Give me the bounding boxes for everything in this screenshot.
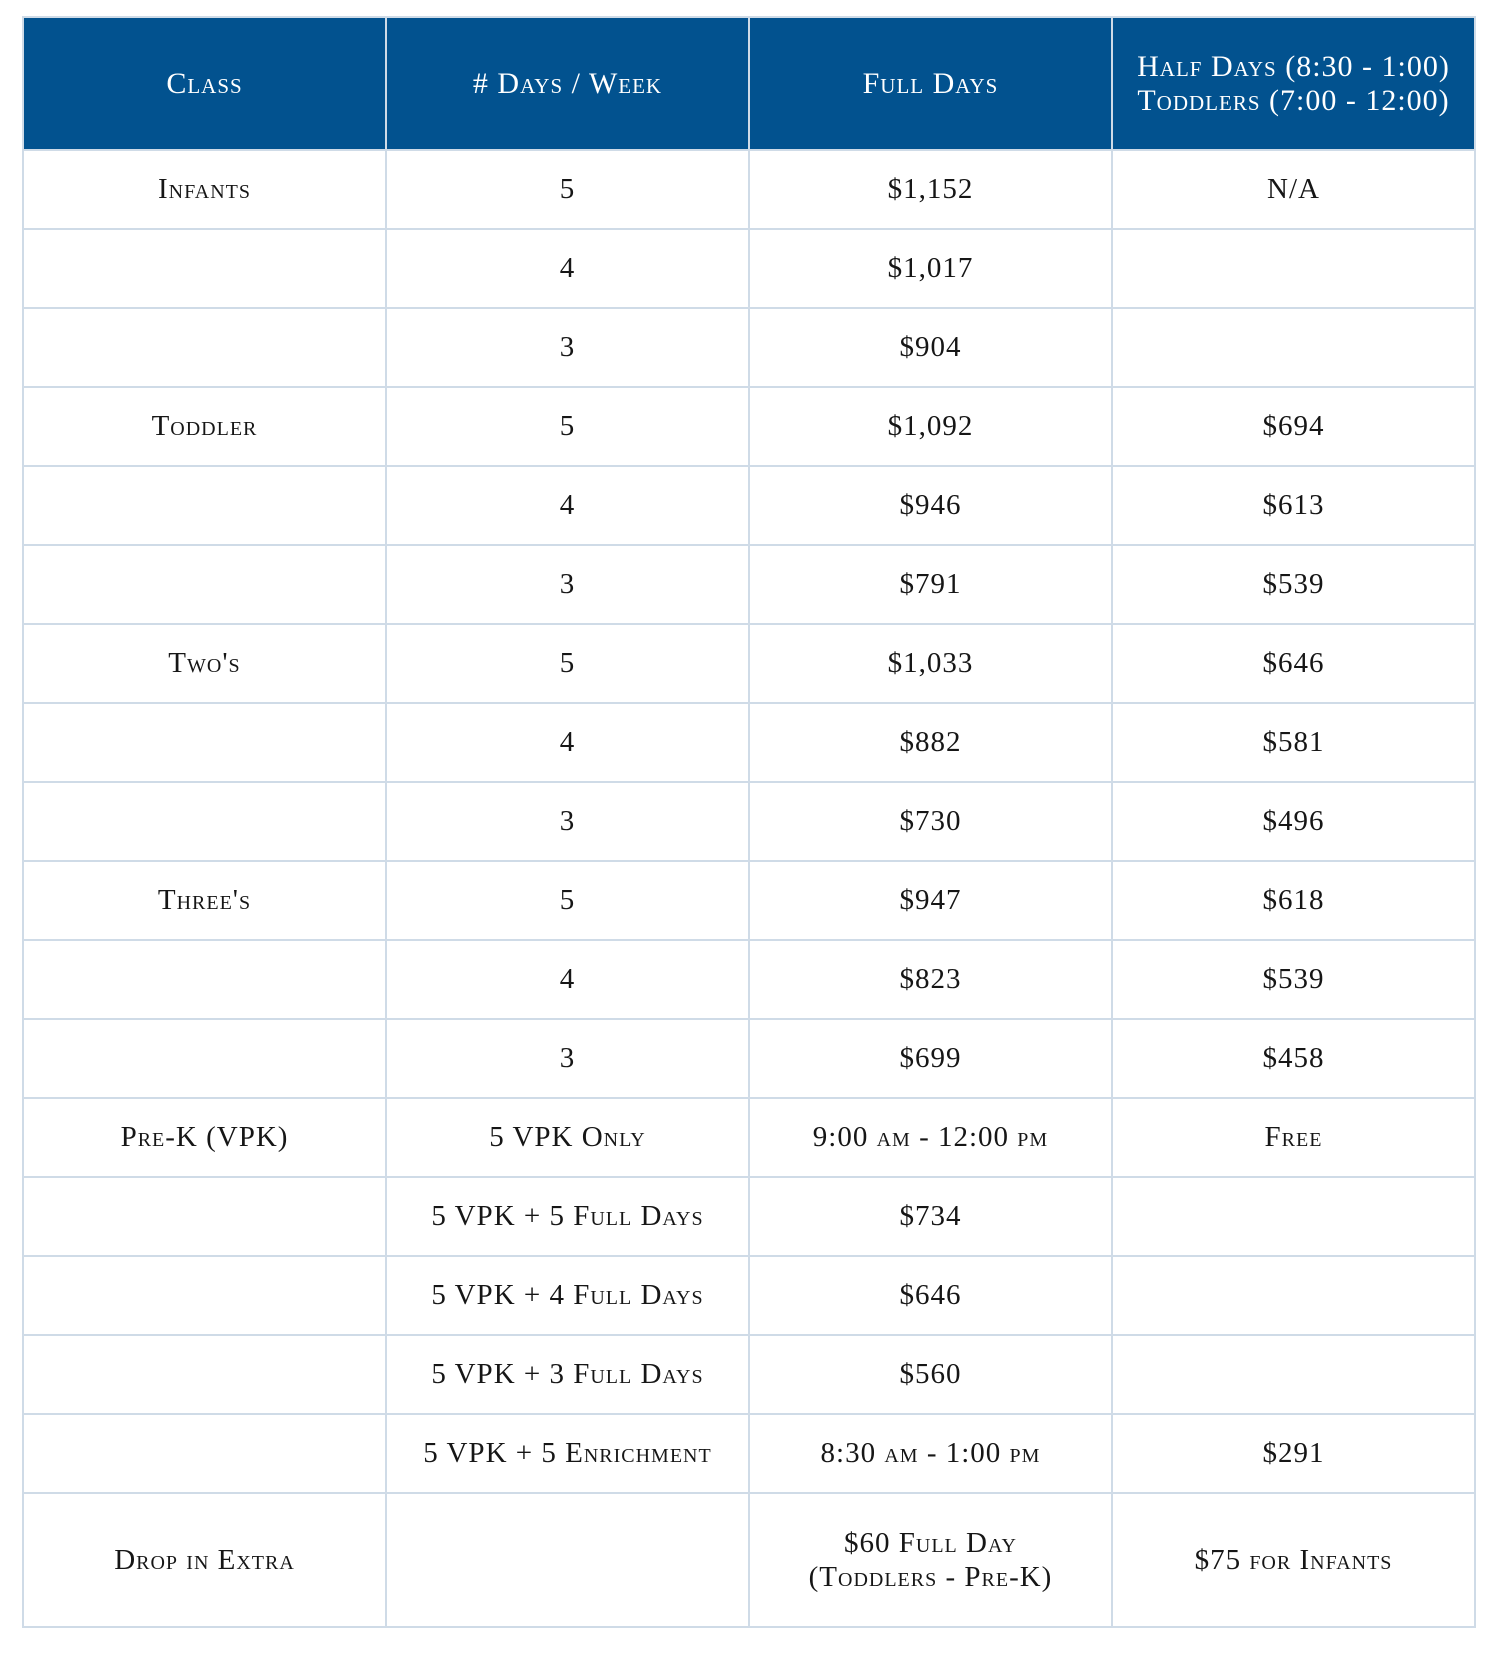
table-row [23,782,1475,861]
cell-full-days: $823 [749,940,1112,1019]
cell-half-days: $539 [1112,545,1475,624]
cell-half-days [1112,1177,1475,1256]
cell-full-days: 8:30 am - 1:00 pm [749,1414,1112,1493]
column-header-half-days [1112,17,1475,150]
table-row [23,466,1475,545]
cell-days: 5 VPK + 4 Full Days [386,1256,749,1335]
cell-days: 5 VPK Only [386,1098,749,1177]
cell-half-days [1112,1335,1475,1414]
cell-days: 5 [386,387,749,466]
cell-class [23,545,386,624]
table-row-drop-in [23,1493,1475,1627]
cell-half-days: $618 [1112,861,1475,940]
cell-full-days: $646 [749,1256,1112,1335]
table-row [23,940,1475,1019]
cell-class [23,1256,386,1335]
table-row [23,1177,1475,1256]
cell-half-days: $581 [1112,703,1475,782]
cell-half-days [1112,1256,1475,1335]
cell-half-days [1112,308,1475,387]
cell-full-days: $1,152 [749,150,1112,229]
cell-full-days: $734 [749,1177,1112,1256]
cell-class: Two's [23,624,386,703]
cell-class [23,308,386,387]
table-row [23,1414,1475,1493]
cell-days: 4 [386,229,749,308]
cell-full-days: $882 [749,703,1112,782]
cell-class [23,782,386,861]
cell-full-days: 9:00 am - 12:00 pm [749,1098,1112,1177]
cell-full-days [749,1493,1112,1627]
cell-days: 3 [386,545,749,624]
table-row [23,1335,1475,1414]
cell-class [23,940,386,1019]
cell-full-days: $1,092 [749,387,1112,466]
table-body [23,150,1475,1627]
cell-days: 3 [386,1019,749,1098]
cell-days: 5 [386,150,749,229]
table-row [23,624,1475,703]
cell-half-days: $496 [1112,782,1475,861]
cell-half-days: $539 [1112,940,1475,1019]
table-row [23,229,1475,308]
cell-half-days: $75 for Infants [1112,1493,1475,1627]
tuition-rate-table [22,16,1476,1628]
cell-days: 4 [386,466,749,545]
cell-class: Infants [23,150,386,229]
cell-class: Drop in Extra [23,1493,386,1627]
table-row [23,861,1475,940]
column-header-class: Class [23,17,386,150]
cell-class [23,1177,386,1256]
cell-full-days: $1,017 [749,229,1112,308]
table-row [23,150,1475,229]
cell-half-days: $613 [1112,466,1475,545]
cell-days: 4 [386,940,749,1019]
table-header [23,17,1475,150]
table-row [23,387,1475,466]
cell-days: 3 [386,782,749,861]
cell-class [23,229,386,308]
cell-days: 4 [386,703,749,782]
column-header-days-per-week: # Days / Week [386,17,749,150]
drop-in-full-line-1: $60 Full Day [844,1527,1017,1559]
cell-days: 5 [386,861,749,940]
cell-full-days: $791 [749,545,1112,624]
table-row [23,1098,1475,1177]
cell-full-days: $560 [749,1335,1112,1414]
column-header-full-days: Full Days [749,17,1112,150]
cell-half-days: $458 [1112,1019,1475,1098]
cell-half-days: N/A [1112,150,1475,229]
cell-class: Toddler [23,387,386,466]
cell-class: Pre-K (VPK) [23,1098,386,1177]
half-days-header-line-1: Half Days (8:30 - 1:00) [1137,49,1450,83]
table-row [23,545,1475,624]
cell-days: 3 [386,308,749,387]
cell-class: Three's [23,861,386,940]
cell-half-days: $694 [1112,387,1475,466]
cell-full-days: $1,033 [749,624,1112,703]
cell-days: 5 VPK + 5 Enrichment [386,1414,749,1493]
cell-half-days [1112,229,1475,308]
table-row [23,1019,1475,1098]
cell-half-days: $291 [1112,1414,1475,1493]
cell-days: 5 VPK + 5 Full Days [386,1177,749,1256]
cell-class [23,703,386,782]
header-row [23,17,1475,150]
cell-full-days: $730 [749,782,1112,861]
cell-class [23,466,386,545]
cell-full-days: $904 [749,308,1112,387]
cell-class [23,1019,386,1098]
cell-class [23,1414,386,1493]
cell-days: 5 [386,624,749,703]
cell-days: 5 VPK + 3 Full Days [386,1335,749,1414]
table-row [23,1256,1475,1335]
cell-half-days: $646 [1112,624,1475,703]
half-days-header-line-2: Toddlers (7:00 - 12:00) [1137,83,1450,117]
cell-days [386,1493,749,1627]
cell-class [23,1335,386,1414]
cell-full-days: $699 [749,1019,1112,1098]
cell-full-days: $946 [749,466,1112,545]
cell-half-days: Free [1112,1098,1475,1177]
table-row [23,703,1475,782]
table-row [23,308,1475,387]
cell-full-days: $947 [749,861,1112,940]
drop-in-full-line-2: (Toddlers - Pre-K) [808,1561,1053,1593]
